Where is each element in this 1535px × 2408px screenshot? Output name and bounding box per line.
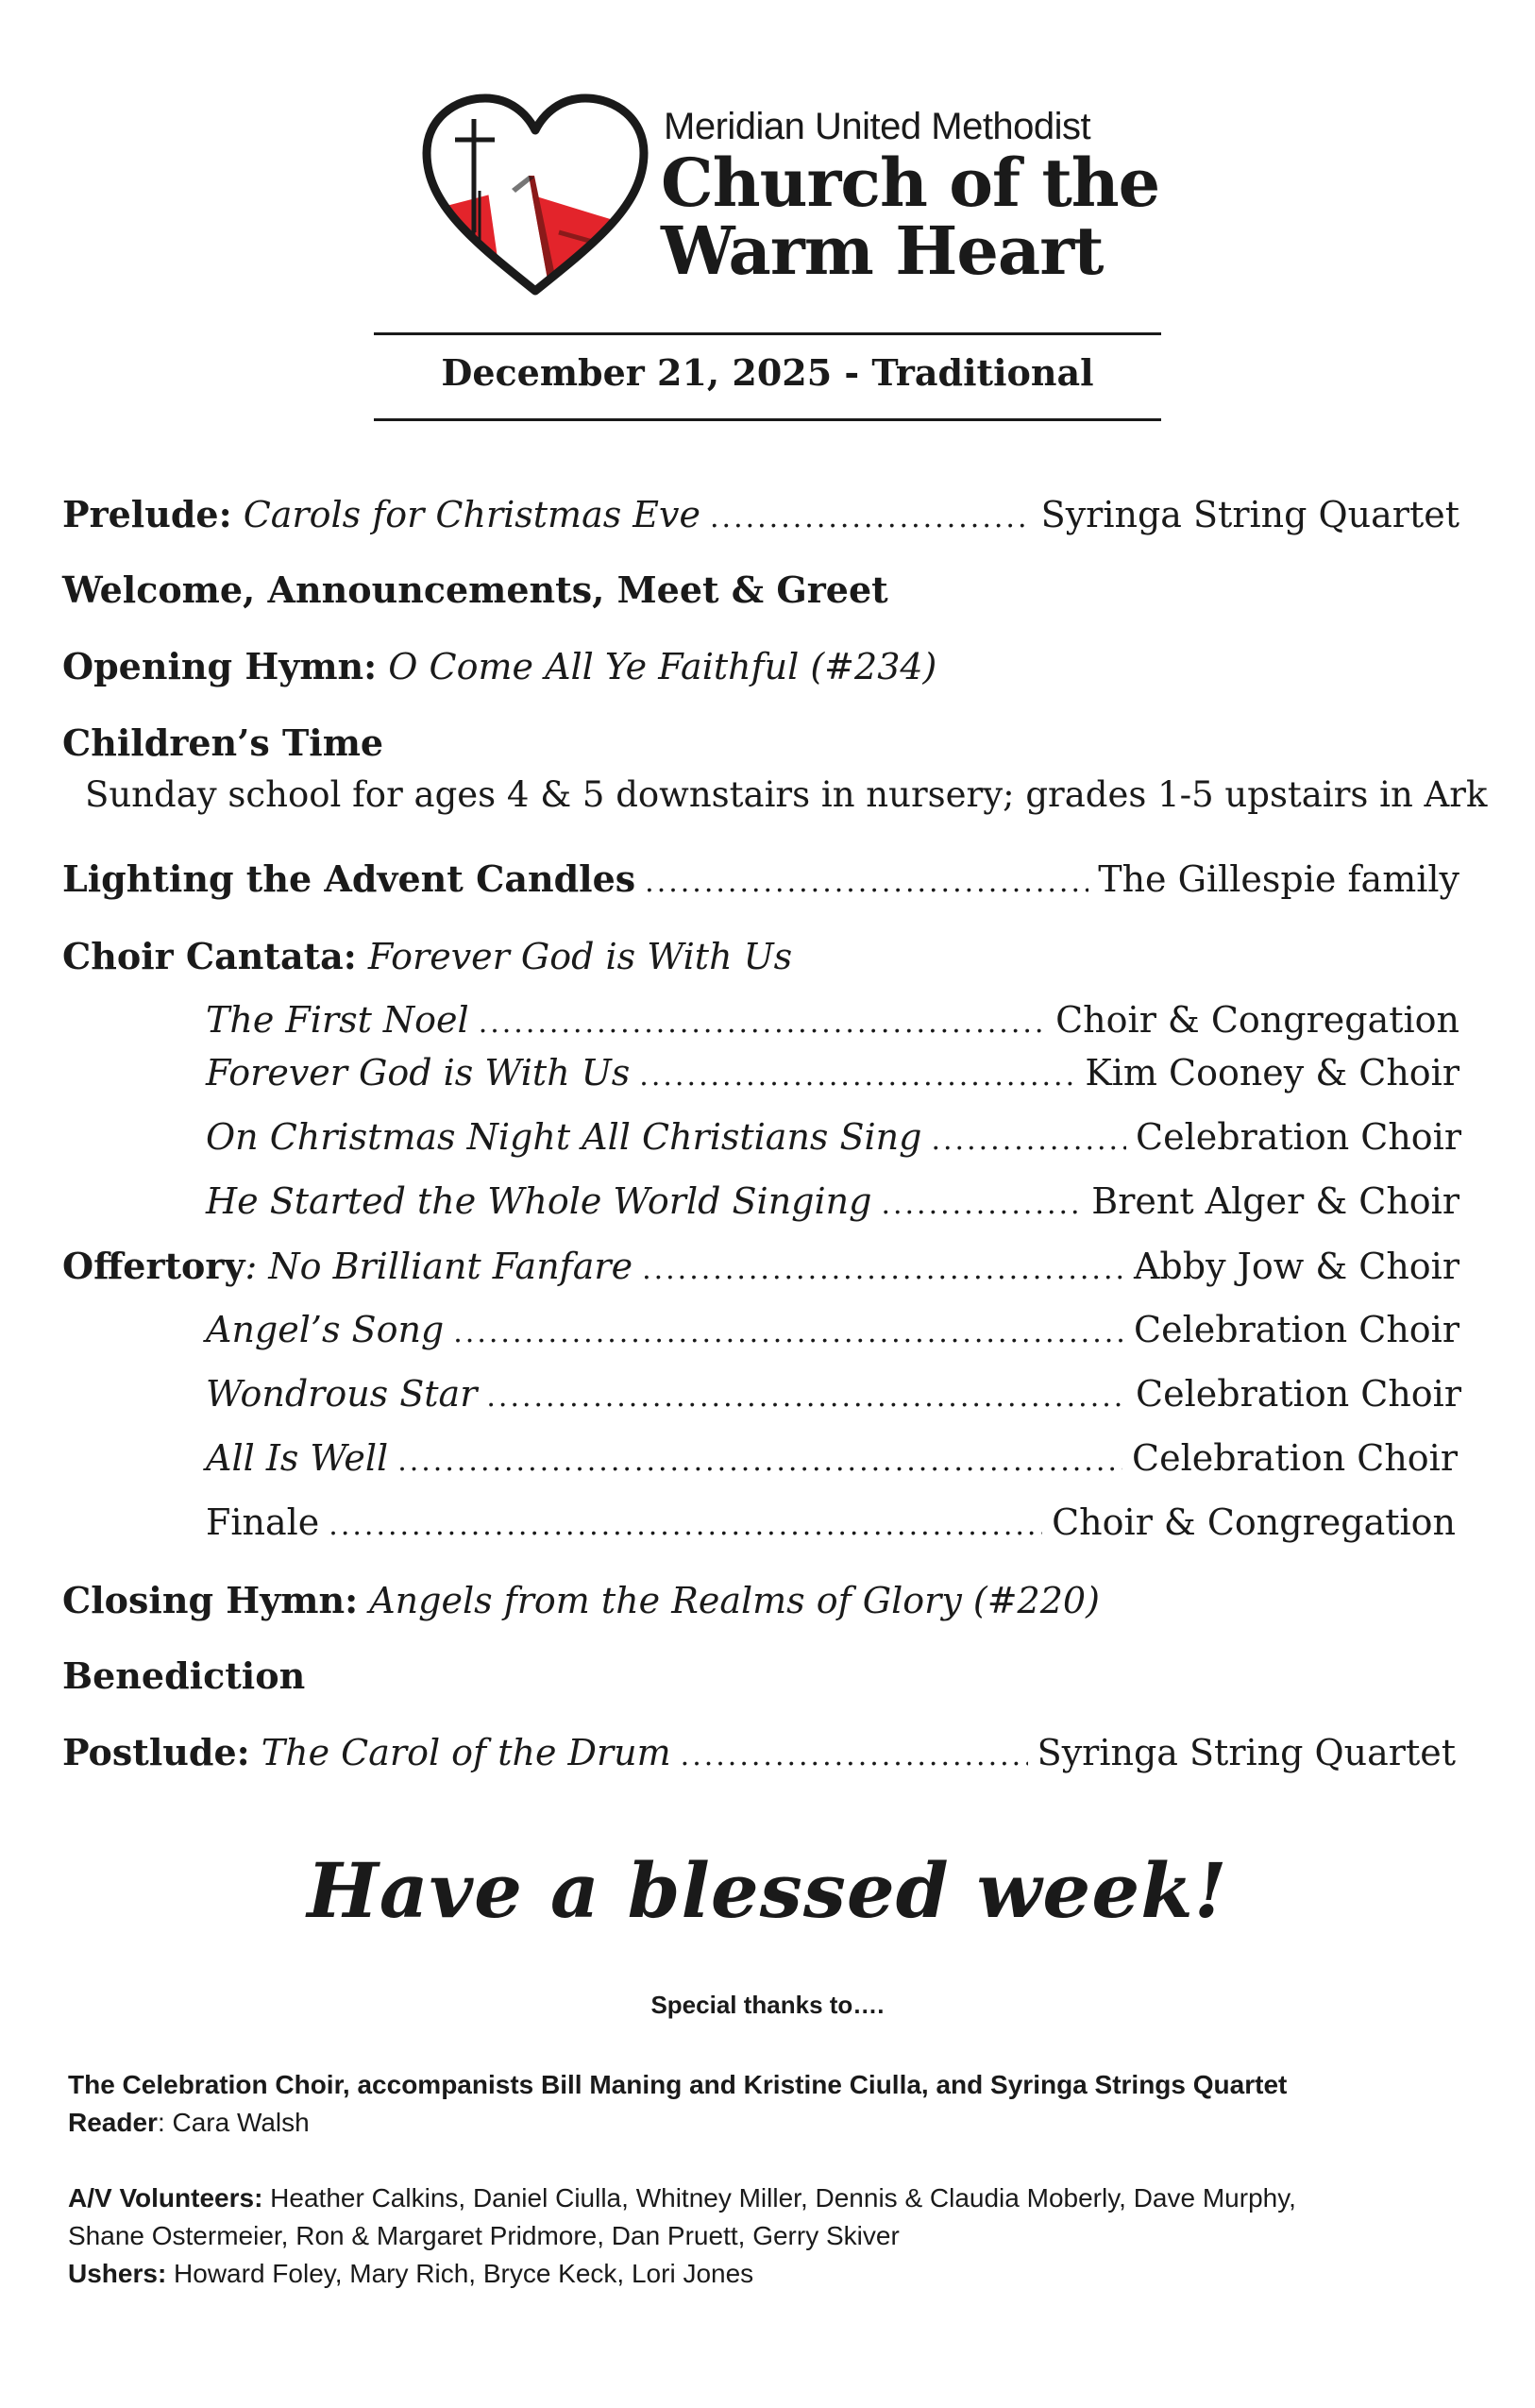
header-bottom-rule: [374, 418, 1161, 421]
benediction-label: Benediction: [62, 1654, 306, 1697]
service-date: December 21, 2025 - Traditional: [441, 351, 1094, 394]
offertory-item: [206, 1437, 1458, 1479]
cantata-item-performer: Choir & Congregation: [1055, 999, 1459, 1041]
offertory-item-title: Angel’s Song: [206, 1309, 445, 1350]
advent-candles-row: [62, 857, 1459, 900]
offertory-row: [62, 1245, 1459, 1287]
offertory-item-title: Wondrous Star: [206, 1373, 478, 1415]
postlude-performer: Syringa String Quartet: [1037, 1732, 1456, 1773]
leader-dots: [710, 501, 1032, 534]
cantata-item-title: He Started the Whole World Singing: [206, 1180, 872, 1222]
postlude-label: Postlude:: [62, 1731, 250, 1773]
reader-label: Reader: [68, 2108, 158, 2137]
childrens-time-note: Sunday school for ages 4 & 5 downstairs in nursery; grades 1-5 upstairs in Ark: [85, 774, 1488, 815]
welcome-row: [62, 568, 888, 611]
opening-hymn-label: Opening Hymn:: [62, 645, 378, 687]
leader-dots: [642, 1253, 1124, 1286]
cantata-item-performer: Celebration Choir: [1136, 1116, 1461, 1158]
advent-candles-performer: The Gillespie family: [1098, 858, 1459, 900]
leader-dots: [486, 1381, 1126, 1414]
cantata-item: [206, 1180, 1459, 1222]
advent-candles-label: Lighting the Advent Candles: [62, 857, 636, 900]
leader-dots: [479, 1007, 1046, 1040]
opening-hymn-title: O Come All Ye Faithful (#234): [388, 646, 937, 687]
choir-cantata-row: [62, 935, 792, 977]
closing-hymn-label: Closing Hymn:: [62, 1579, 359, 1621]
offertory-item-performer: Celebration Choir: [1134, 1309, 1459, 1350]
leader-dots: [931, 1124, 1126, 1157]
thanks-text: The Celebration Choir, accompanists Bill Maning and Kristine Ciulla, and Syringa Strings Quartet: [68, 2070, 1288, 2099]
church-name-line-1: Church of the: [661, 144, 1160, 222]
cantata-item-performer: Brent Alger & Choir: [1091, 1180, 1459, 1222]
leader-dots: [681, 1739, 1028, 1772]
offertory-performer: Abby Jow & Choir: [1133, 1246, 1459, 1287]
prelude-performer: Syringa String Quartet: [1040, 494, 1459, 535]
leader-dots: [397, 1445, 1122, 1478]
leader-dots: [881, 1188, 1082, 1221]
cantata-item: [206, 1116, 1461, 1158]
special-thanks-heading: Special thanks to….: [650, 1991, 885, 2019]
leader-dots: [639, 1060, 1075, 1093]
childrens-time-row: [62, 721, 383, 764]
heart-cross-logo: [417, 91, 653, 304]
cantata-item-title: The First Noel: [206, 999, 469, 1041]
offertory-item: [206, 1309, 1459, 1350]
ushers-value: Howard Foley, Mary Rich, Bryce Keck, Lori Jones: [166, 2259, 754, 2288]
offertory-item: [206, 1501, 1456, 1543]
closing-hymn-row: [62, 1579, 1100, 1621]
reader-line: [68, 2108, 310, 2138]
prelude-title: Carols for Christmas Eve: [243, 494, 700, 535]
leader-dots: [645, 866, 1088, 899]
prelude-label: Prelude:: [62, 493, 232, 535]
postlude-row: [62, 1731, 1456, 1773]
leader-dots: [453, 1316, 1124, 1349]
cantata-item: [206, 1052, 1459, 1094]
church-name: [661, 144, 1160, 290]
church-name-line-2: Warm Heart: [661, 212, 1104, 290]
av-volunteers-label: A/V Volunteers:: [68, 2183, 263, 2213]
postlude-title: The Carol of the Drum: [261, 1732, 671, 1773]
offertory-item-performer: Celebration Choir: [1132, 1437, 1458, 1479]
closing-hymn-title: Angels from the Realms of Glory (#220): [369, 1580, 1100, 1621]
benediction-row: [62, 1654, 305, 1697]
offertory-item-performer: Choir & Congregation: [1052, 1501, 1456, 1543]
leader-dots: [329, 1509, 1042, 1542]
blessing-message: Have a blessed week!: [307, 1846, 1228, 1935]
opening-hymn-row: [62, 645, 936, 687]
offertory-item-title: All Is Well: [206, 1437, 389, 1479]
welcome-label: Welcome, Announcements, Meet & Greet: [62, 568, 888, 611]
choir-cantata-label: Choir Cantata:: [62, 935, 357, 977]
cantata-item-title: Forever God is With Us: [206, 1052, 631, 1094]
header-top-rule: [374, 332, 1161, 335]
offertory-label: Offertory: [62, 1245, 245, 1287]
cantata-item: [206, 999, 1459, 1041]
offertory-title: : No Brilliant Fanfare: [245, 1246, 633, 1287]
offertory-item: [206, 1373, 1461, 1415]
childrens-time-label: Children’s Time: [62, 721, 384, 764]
av-volunteers-line-2: Shane Ostermeier, Ron & Margaret Pridmore, Dan Pruett, Gerry Skiver: [68, 2221, 900, 2250]
church-subtitle: Meridian United Methodist: [664, 106, 1091, 147]
prelude-row: [62, 493, 1459, 535]
reader-value: : Cara Walsh: [157, 2108, 310, 2137]
cantata-item-performer: Kim Cooney & Choir: [1085, 1052, 1459, 1094]
av-volunteers-line: [68, 2183, 1296, 2213]
thanks-line: [68, 2070, 1287, 2100]
offertory-item-performer: Celebration Choir: [1136, 1373, 1461, 1415]
cantata-item-title: On Christmas Night All Christians Sing: [206, 1116, 922, 1158]
ushers-label: Ushers:: [68, 2259, 167, 2288]
ushers-line: [68, 2259, 753, 2289]
offertory-item-title: Finale: [206, 1501, 320, 1543]
choir-cantata-title: Forever God is With Us: [367, 936, 793, 977]
av-volunteers-value: Heather Calkins, Daniel Ciulla, Whitney Miller, Dennis & Claudia Moberly, Dave Murphy,: [262, 2183, 1296, 2213]
